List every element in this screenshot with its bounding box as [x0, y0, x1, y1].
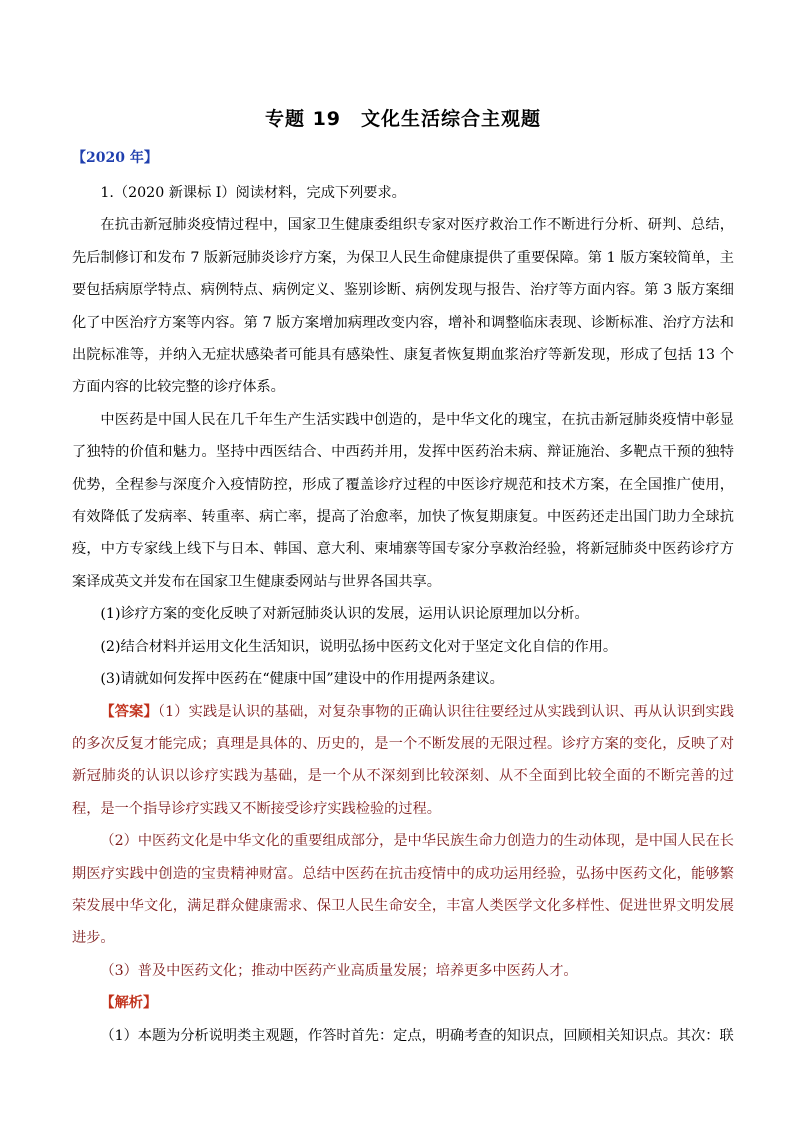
section-year-tag: 【2020 年】: [72, 150, 158, 166]
document-page: [72, 104, 734, 1052]
page-title: [72, 104, 734, 131]
answer-part-1-text: （1）实践是认识的基础，对复杂事物的正确认识往往要经过从实践到认识、再从认识到实践的多次反复才能完成；真理是具体的、历史的，是一个不断发展的无限过程。诊疗方案的变化，反映了对新冠肺炎的认识以诊疗实践为基础，是一个从不深刻到比较深刻、从不全面到比较全面的不断完善的过程，是一个指导诊疗实践又不断接受诊疗实践检验的过程。: [72, 703, 734, 817]
title-main: 文化生活综合主观题: [361, 108, 542, 130]
analysis-tag: 【解析】: [100, 995, 158, 1012]
analysis-part-1: （1）本题为分析说明类主观题，作答时首先：定点，明确考查的知识点，回顾相关知识点。其次：联: [100, 1027, 734, 1044]
answer-tag: 【答案】: [100, 703, 158, 720]
sub-question-2: (2)结合材料并运用文化生活知识，说明弘扬中医药文化对于坚定文化自信的作用。: [100, 638, 618, 655]
material-paragraph-2: 中医药是中国人民在几千年生产生活实践中创造的，是中华文化的瑰宝，在抗击新冠肺炎疫情中彰显了独特的价值和魅力。坚持中西医结合、中西药并用，发挥中医药治未病、辩证施治、多靶点干预的独特优势，全程参与深度介入疫情防控，形成了覆盖诊疗过程的中医诊疗规范和技术方案，在全国推广使用，有效降低了发病率、转重率、病亡率，提高了治愈率，加快了恢复期康复。中医药还走出国门助力全球抗疫，中方专家线上线下与日本、韩国、意大利、柬埔寨等国专家分享救治经验，将新冠肺炎中医药诊疗方案译成英文并发布在国家卫生健康委网站与世界各国共享。: [72, 411, 734, 590]
material-paragraph-1: 在抗击新冠肺炎疫情过程中，国家卫生健康委组织专家对医疗救治工作不断进行分析、研判、总结，先后制修订和发布 7 版新冠肺炎诊疗方案，为保卫人民生命健康提供了重要保障。第 1 版方案较简单，主要包括病原学特点、病例特点、病例定义、鉴别诊断、病例发现与报告、治疗等方面内容。第 3 版方案细化了中医治疗方案等内容。第 7 版方案增加病理改变内容，增补和调整临床表现、诊断标准、治疗方法和出院标准等，并纳入无症状感染者可能具有感染性、康复者恢复期血浆治疗等新发现，形成了包括 13 个方面内容的比较完整的诊疗体系。: [72, 217, 734, 396]
answer-part-2: （2）中医药文化是中华文化的重要组成部分，是中华民族生命力创造力的生动体现，是中国人民在长期医疗实践中创造的宝贵精神财富。总结中医药在抗击疫情中的成功运用经验，弘扬中医药文化，能够繁荣发展中华文化，满足群众健康需求、保卫人民生命安全，丰富人类医学文化多样性、促进世界文明发展进步。: [72, 833, 734, 947]
title-prefix: 专题 19: [264, 108, 342, 130]
question-header: 1.（2020 新课标 I）阅读材料，完成下列要求。: [100, 185, 406, 201]
answer-part-1: [72, 696, 734, 826]
sub-question-1: (1)诊疗方案的变化反映了对新冠肺炎认识的发展，运用认识论原理加以分析。: [100, 606, 589, 623]
answer-part-3: （3）普及中医药文化；推动中医药产业高质量发展；培养更多中医药人才。: [100, 962, 578, 979]
analysis-tag-line: [72, 987, 734, 1019]
sub-question-3: (3)请就如何发挥中医药在“健康中国”建设中的作用提两条建议。: [100, 671, 504, 688]
